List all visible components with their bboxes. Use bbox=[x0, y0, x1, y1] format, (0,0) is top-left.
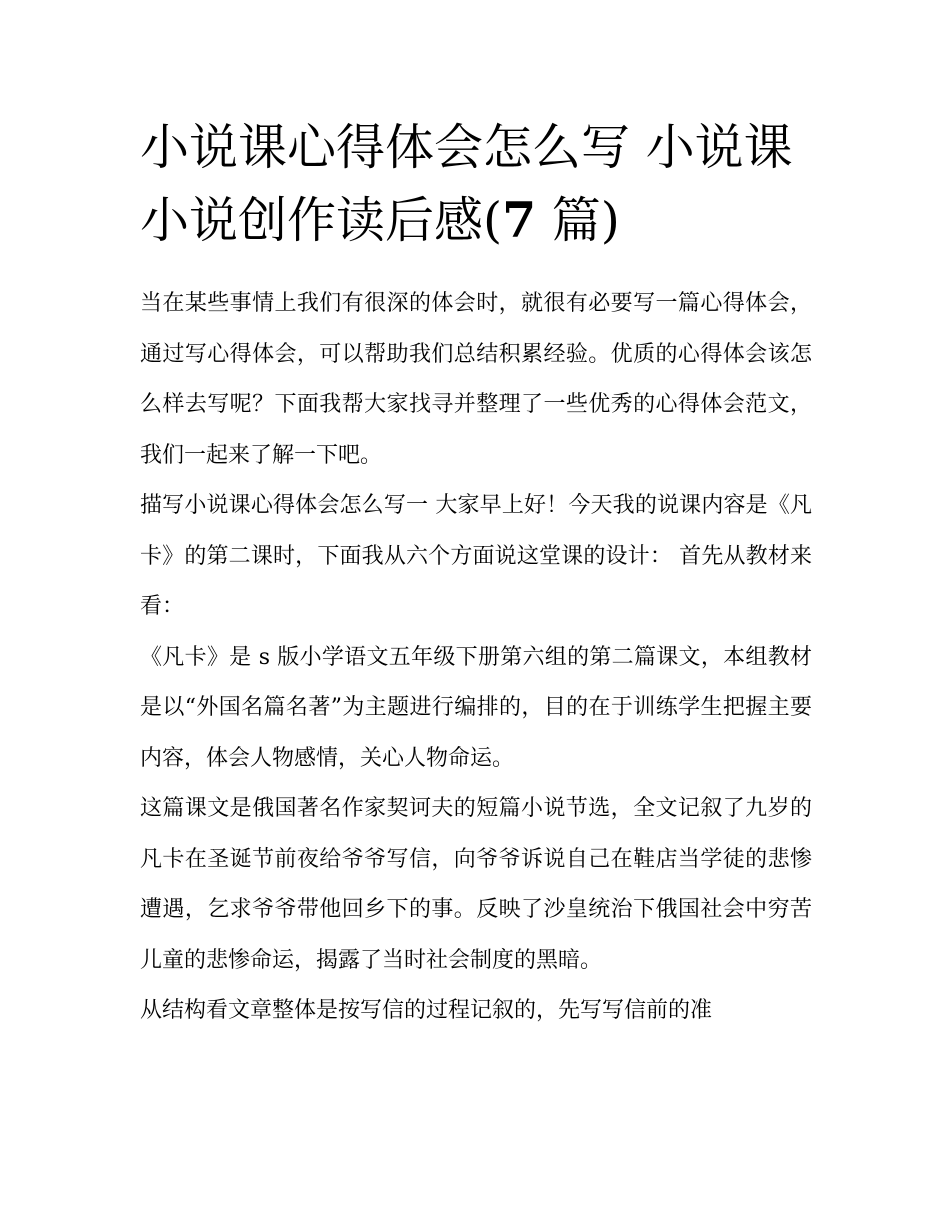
paragraph-textbook: 《凡卡》是 s 版小学语文五年级下册第六组的第二篇课文，本组教材是以“外国名篇名著”为主题进行编排的，目的在于训练学生把握主要内容，体会人物感情，关心人物命运。 bbox=[140, 644, 812, 771]
title-text-part1: 小说课心得体会怎么写 小说课小说创作读后感( bbox=[140, 119, 793, 249]
paragraph-intro: 当在某些事情上我们有很深的体会时，就很有必要写一篇心得体会，通过写心得体会，可以帮助我们总结积累经验。优质的心得体会该怎么样去写呢？下面我帮大家找寻并整理了一些优秀的心得体会范文，我们一起来了解一下吧。 bbox=[140, 291, 812, 468]
paragraph-structure: 从结构看文章整体是按写信的过程记叙的，先写写信前的准 bbox=[140, 998, 713, 1023]
document-title bbox=[140, 112, 820, 257]
paragraph-lesson-intro: 描写小说课心得体会怎么写一 大家早上好！今天我的说课内容是《凡卡》的第二课时，下面我从六个方面说这堂课的设计： 首先从教材来看： bbox=[140, 493, 812, 619]
document-body bbox=[140, 279, 812, 1037]
paragraph-story-summary: 这篇课文是俄国著名作家契诃夫的短篇小说节选，全文记叙了九岁的凡卡在圣诞节前夜给爷爷写信，向爷爷诉说自己在鞋店当学徒的悲惨遭遇，乞求爷爷带他回乡下的事。反映了沙皇统治下俄国社会中穷苦儿童的悲惨命运，揭露了当时社会制度的黑暗。 bbox=[140, 796, 812, 973]
title-count: 7 bbox=[502, 191, 537, 249]
title-text-part2: 篇) bbox=[536, 192, 620, 249]
